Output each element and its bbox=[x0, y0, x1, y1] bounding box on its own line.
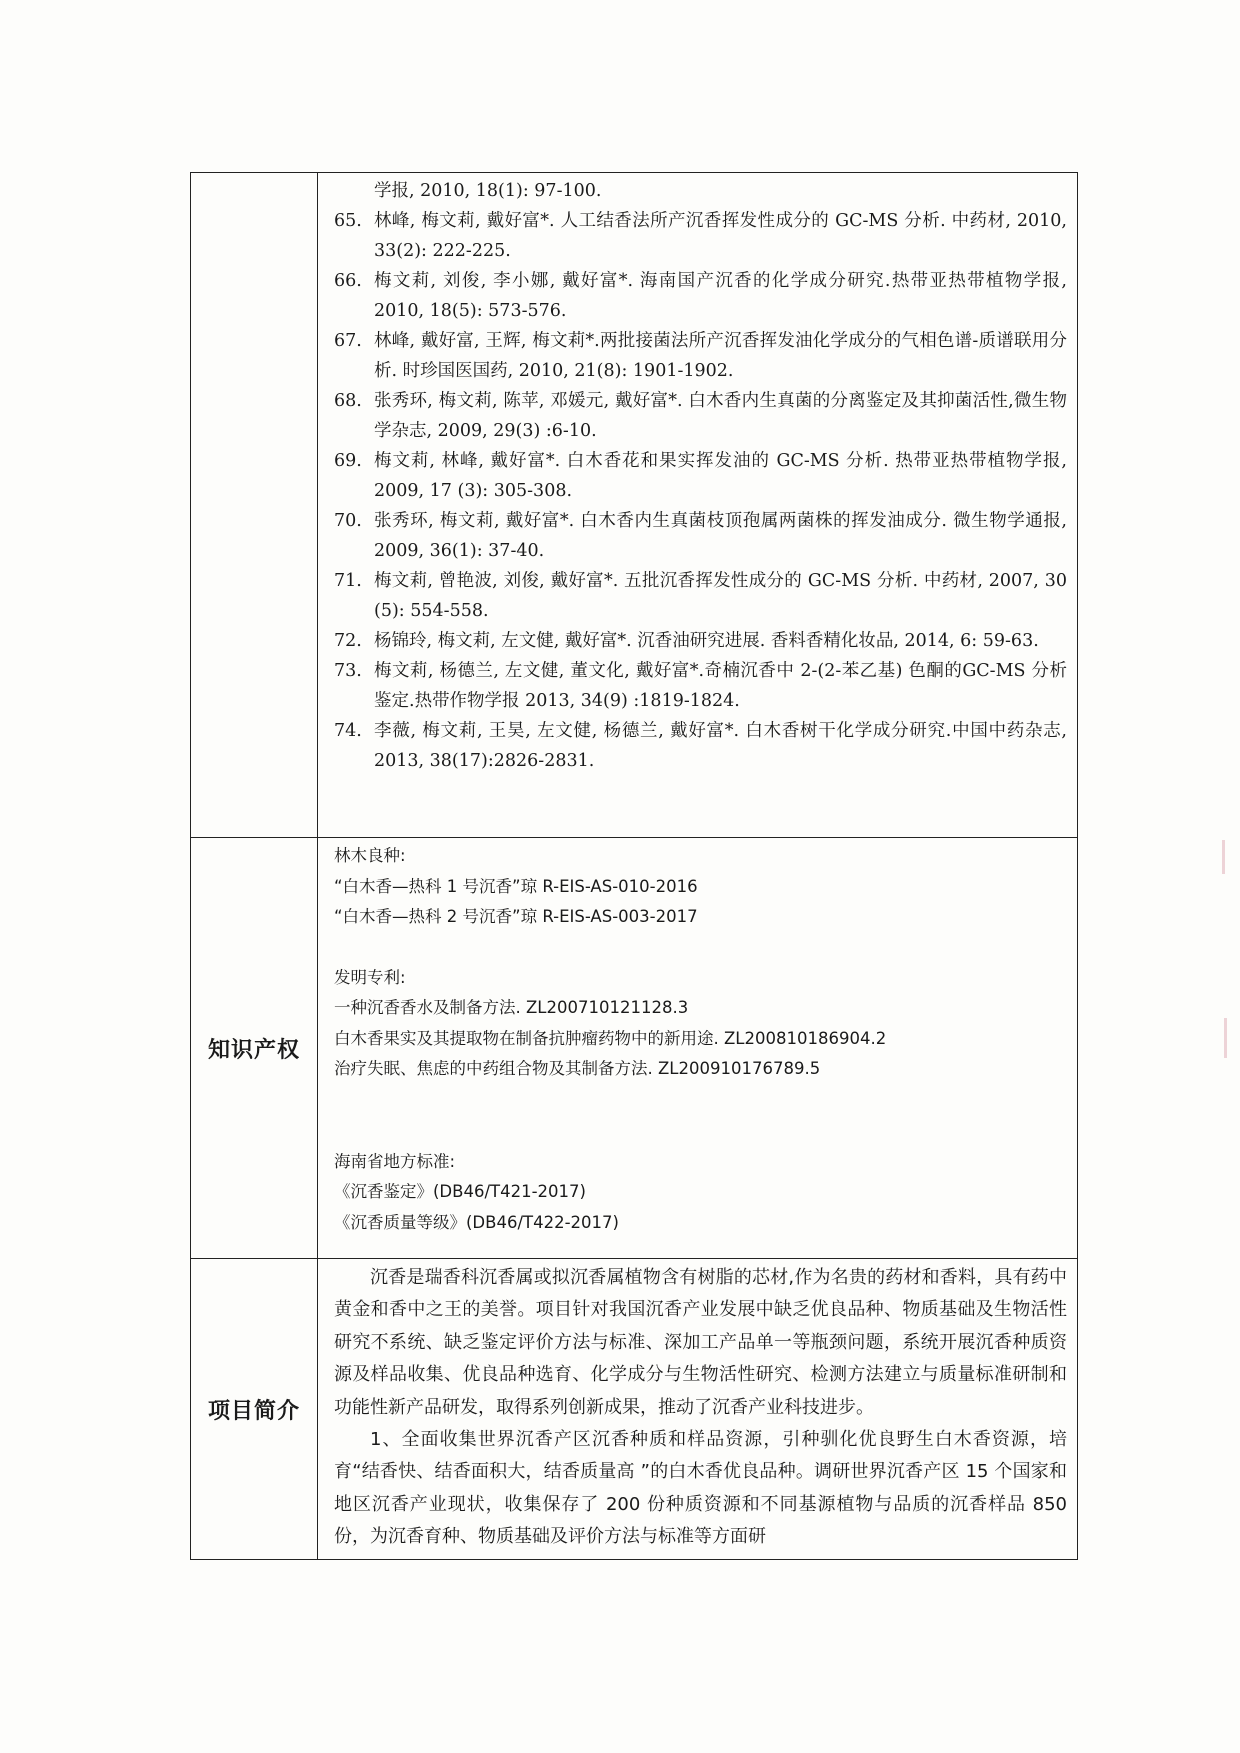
standard-item: 《沉香质量等级》(DB46/T422-2017) bbox=[334, 1212, 619, 1232]
reference-text: 杨锦玲, 梅文莉, 左文健, 戴好富*. 沉香油研究进展. 香料香精化妆品, 2014, 6: 59-63. bbox=[374, 631, 1039, 651]
margin-mark bbox=[1224, 1018, 1227, 1058]
summary-label: 项目简介 bbox=[191, 1259, 318, 1560]
patent-item: 治疗失眠、焦虑的中药组合物及其制备方法. ZL200910176789.5 bbox=[334, 1059, 821, 1078]
patent-item: 白木香果实及其提取物在制备抗肿瘤药物中的新用途. ZL200810186904.2 bbox=[334, 1028, 887, 1048]
variety-item: “白木香—热科 2 号沉香”琼 R-EIS-AS-003-2017 bbox=[334, 907, 698, 926]
reference-text: 张秀环, 梅文莉, 陈苹, 邓媛元, 戴好富*. 白木香内生真菌的分离鉴定及其抑菌活性,微生物学杂志, 2009, 29(3) :6-10. bbox=[374, 391, 1067, 441]
reference-number: 66. bbox=[334, 271, 362, 291]
ip-row bbox=[191, 838, 1078, 1259]
patent-item: 一种沉香香水及制备方法. ZL200710121128.3 bbox=[334, 998, 689, 1017]
summary-row bbox=[191, 1259, 1078, 1560]
reference-item bbox=[334, 506, 1067, 566]
reference-number: 73. bbox=[334, 661, 362, 681]
reference-item bbox=[334, 716, 1067, 776]
reference-text: 林峰, 戴好富, 王辉, 梅文莉*.两批接菌法所产沉香挥发油化学成分的气相色谱-质谱联用分析. 时珍国医国药, 2010, 21(8): 1901-1902. bbox=[374, 331, 1067, 381]
summary-paragraph: 1、全面收集世界沉香产区沉香种质和样品资源，引种驯化优良野生白木香资源，培育“结香快、结香面积大，结香质量高 ”的白木香优良品种。调研世界沉香产区 15 个国家和地区沉香产业现状，收集保存了 200 份种质资源和不同基源植物与品质的沉香样品 850 份，为沉香育种、物质基础及评价方法与标准等方面研 bbox=[334, 1429, 1067, 1548]
summary-content bbox=[318, 1259, 1078, 1560]
reference-item bbox=[334, 656, 1067, 716]
reference-number: 72. bbox=[334, 631, 362, 651]
reference-number: 68. bbox=[334, 391, 362, 411]
reference-item bbox=[334, 206, 1067, 266]
reference-item bbox=[334, 626, 1067, 656]
reference-number: 67. bbox=[334, 331, 362, 351]
reference-text: 梅文莉, 刘俊, 李小娜, 戴好富*. 海南国产沉香的化学成分研究.热带亚热带植物学报, 2010, 18(5): 573-576. bbox=[374, 271, 1067, 321]
reference-continuation: 学报, 2010, 18(1): 97-100. bbox=[374, 181, 602, 201]
reference-list bbox=[334, 206, 1067, 776]
ip-content bbox=[318, 838, 1078, 1259]
standard-item: 《沉香鉴定》(DB46/T421-2017) bbox=[334, 1182, 586, 1201]
reference-number: 69. bbox=[334, 451, 362, 471]
summary-paragraph: 沉香是瑞香科沉香属或拟沉香属植物含有树脂的芯材,作为名贵的药材和香料，具有药中黄金和香中之王的美誉。项目针对我国沉香产业发展中缺乏优良品种、物质基础及生物活性研究不系统、缺乏鉴定评价方法与标准、深加工产品单一等瓶颈问题，系统开展沉香种质资源及样品收集、优良品种选育、化学成分与生物活性研究、检测方法建立与质量标准研制和功能性新产品研发，取得系列创新成果，推动了沉香产业科技进步。 bbox=[334, 1267, 1067, 1418]
reference-text: 梅文莉, 杨德兰, 左文健, 董文化, 戴好富*.奇楠沉香中 2-(2-苯乙基) 色酮的GC-MS 分析鉴定.热带作物学报 2013, 34(9) :1819-1824. bbox=[374, 661, 1067, 711]
varieties-heading: 林木良种: bbox=[334, 846, 406, 865]
reference-item bbox=[334, 566, 1067, 626]
reference-text: 林峰, 梅文莉, 戴好富*. 人工结香法所产沉香挥发性成分的 GC-MS 分析. 中药材, 2010, 33(2): 222-225. bbox=[374, 211, 1067, 261]
reference-text: 张秀环, 梅文莉, 戴好富*. 白木香内生真菌枝顶孢属两菌株的挥发油成分. 微生物学通报, 2009, 36(1): 37-40. bbox=[374, 511, 1067, 561]
ip-label: 知识产权 bbox=[191, 838, 318, 1259]
document-table bbox=[190, 172, 1078, 1560]
reference-item bbox=[334, 386, 1067, 446]
reference-number: 74. bbox=[334, 721, 362, 741]
references-row bbox=[191, 173, 1078, 838]
reference-text: 梅文莉, 林峰, 戴好富*. 白木香花和果实挥发油的 GC-MS 分析. 热带亚热带植物学报, 2009, 17 (3): 305-308. bbox=[374, 451, 1067, 501]
variety-item: “白木香—热科 1 号沉香”琼 R-EIS-AS-010-2016 bbox=[334, 876, 698, 896]
reference-text: 李薇, 梅文莉, 王昊, 左文健, 杨德兰, 戴好富*. 白木香树干化学成分研究.中国中药杂志, 2013, 38(17):2826-2831. bbox=[374, 721, 1067, 771]
reference-number: 65. bbox=[334, 211, 362, 231]
reference-item bbox=[334, 326, 1067, 386]
standards-heading: 海南省地方标准: bbox=[334, 1151, 456, 1171]
references-label-cell bbox=[191, 173, 318, 838]
reference-number: 70. bbox=[334, 511, 362, 531]
reference-text: 梅文莉, 曾艳波, 刘俊, 戴好富*. 五批沉香挥发性成分的 GC-MS 分析. 中药材, 2007, 30 (5): 554-558. bbox=[374, 571, 1067, 621]
reference-item bbox=[334, 266, 1067, 326]
reference-item bbox=[334, 446, 1067, 506]
references-cell bbox=[318, 173, 1078, 838]
reference-number: 71. bbox=[334, 571, 362, 591]
margin-mark bbox=[1222, 840, 1225, 874]
patents-heading: 发明专利: bbox=[334, 967, 406, 987]
